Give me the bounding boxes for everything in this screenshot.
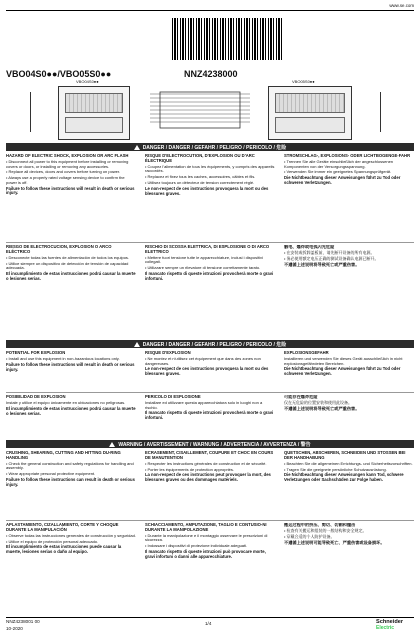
warn-fr-block (145, 451, 275, 517)
danger-it-item-1: • Mettere fuori tensione tutte le apparecchiature, inclusi i dispositivi collegati. (145, 254, 263, 265)
danger-zh-block (284, 245, 414, 333)
warn-zh-heading: 搬运过程中的挤压、剪切、切割和撞击 (284, 523, 356, 527)
warn-fr-heading: ÉCRASEMENT, CISAILLEMENT, COUPURE ET CHOC EN COURS DE MANUTENTION (145, 451, 274, 460)
danger2-fr-footer: Le non-respect de ces instructions provoquera la mort ou des blessures graves. (145, 366, 269, 377)
warn-en-item-1: • Check the general construction and safety regulations for handling and assembly. (6, 460, 134, 471)
danger-it-block (145, 245, 275, 333)
danger2-de-block (284, 351, 414, 389)
warn-de-item-2: • Tragen Sie die geeignete persönliche Schutzausrüstung. (284, 466, 387, 472)
danger2-en-heading: POTENTIAL FOR EXPLOSION (6, 351, 66, 355)
wire-right (352, 92, 381, 132)
danger-fr-item-1: • Coupez l'alimentation de tous les équipements, y compris des appareils raccordés. (145, 163, 275, 174)
danger-banner-2-text: DANGER / DANGER / GEFAHR / PELIGRO / PERICOLO / 危险 (142, 341, 287, 348)
danger-zh-item-1: • 在安装或拆卸盖板前，请先断开设备的所有电源。 (284, 249, 375, 255)
site-url: www.se.com (389, 3, 414, 8)
schneider-logo (376, 619, 414, 635)
danger2-zh-item-1: 仅在无危险的位置安装和使用此设备。 (284, 399, 352, 405)
warn-zh-item-2: • 穿戴合适的个人防护设备。 (284, 533, 335, 539)
danger-zh-item-2: • 务必使用额定电压正确的测试设备确认电源已断开。 (284, 255, 379, 261)
part-number: NNZ4238000 (184, 69, 238, 79)
warn-de-heading: QUETSCHEN, ABSCHEREN, SCHNEIDEN UND STOSSEN BEI DER HANDHABUNG (284, 451, 406, 460)
danger-fr-item-2: • Replacez et fixez tous les caches, accessoires, câbles et fils. (145, 174, 256, 180)
warning-banner-text: WARNING / AVERTISSEMENT / WARNUNG / ADVERTENCIA / AVVERTENZA / 警告 (118, 441, 311, 448)
danger-de-item-1: • Trennen Sie alle Geräte einschließlich der angeschlossenen Komponenten von der Versorgungsspannung. (284, 158, 394, 169)
danger-banner-text: DANGER / DANGER / GEFAHR / PELIGRO / PERICOLO / 危险 (142, 144, 287, 151)
danger-en-block (6, 154, 136, 239)
danger2-de-footer: Die Nichtbeachtung dieser Anweisungen führt zu Tod oder schweren Verletzungen. (284, 366, 401, 377)
danger-en-item-2: • Replace all devices, doors and covers before turning on power. (6, 169, 121, 175)
danger2-es-block (6, 395, 136, 433)
warn-en-block (6, 451, 136, 517)
warn-it-item-2: • Indossare i dispositivi di protezione individuale adeguati. (145, 543, 248, 549)
danger2-zh-heading: 可能存在爆炸危险 (284, 395, 318, 399)
danger-it-footer: Il mancato rispetto di queste istruzioni provocherà morte o gravi infortuni. (145, 270, 274, 281)
warn-es-item-1: • Observe todas las instrucciones generales de construcción y seguridad. (6, 532, 136, 538)
footer-rule (6, 617, 414, 618)
danger-zh-footer: 不遵循上述说明将导致死亡或严重伤害。 (284, 261, 360, 267)
danger2-it-block (145, 395, 275, 433)
figure-label-right: VBO05S0●● (292, 79, 315, 84)
footer-date: 10-2020 (6, 626, 23, 631)
footer-doc-number: NNZ4238001 00 (6, 619, 40, 624)
device-left-illustration (58, 86, 130, 140)
danger2-en-block (6, 351, 136, 389)
danger2-de-item-1: Installieren und verwenden Sie dieses Gerät ausschließlich in nicht explosionsgefährdeten Bereichen. (284, 355, 403, 366)
danger2-es-item-1: Instale y utilice el equipo únicamente en ubicaciones no peligrosas. (6, 399, 126, 405)
danger-fr-item-3: • Utilisez toujours un détecteur de tension correctement réglé. (145, 179, 255, 185)
figure-label-left: VBO04S0●● (76, 79, 99, 84)
warn-en-item-2: • Wear appropriate personal protective equipment. (6, 471, 96, 477)
danger-en-heading: HAZARD OF ELECTRIC SHOCK, EXPLOSION OR ARC FLASH (6, 154, 129, 158)
danger-es-item-1: • Desconecte todas las fuentes de alimentación de todos los equipos. (6, 254, 130, 260)
warn-es-heading: APLASTAMIENTO, CIZALLAMIENTO, CORTE Y CHOQUE DURANTE LA MANIPULACIÓN (6, 523, 119, 532)
danger2-row-divider (6, 392, 414, 393)
danger-de-block (284, 154, 414, 239)
warn-de-footer: Die Nichtbeachtung dieser Anweisungen kann Tod, schwere Verletzungen oder Sachschäden zur Folge haben. (284, 472, 404, 483)
danger-fr-block (145, 154, 275, 239)
cable-lines (150, 90, 250, 134)
warn-es-footer: El incumplimiento de estas instrucciones puede causar la muerte, lesiones serias o daño al equipo. (6, 544, 122, 555)
warn-fr-footer: La non-respect de ces instructions peut provoquer la mort, des blessures graves ou des dommages matériels. (145, 472, 271, 483)
warn-zh-item-1: • 检查有关搬运和组装的一般结构和安全规定。 (284, 527, 367, 533)
danger-de-footer: Die Nichtbeachtung dieser Anweisungen führt zu Tod oder schweren Verletzungen. (284, 175, 401, 185)
danger2-fr-item-1: • Ne montez et n'utilisez cet équipement que dans des zones non dangereuses. (145, 355, 261, 366)
danger-zh-heading: 触电、爆炸或电弧闪光危险 (284, 245, 335, 249)
danger-es-footer: El incumplimiento de estas instrucciones podrá causar la muerte o lesiones serias. (6, 270, 136, 281)
danger2-fr-block (145, 351, 275, 389)
warn-it-heading: SCHIACCIAMENTO, AMPUTAZIONE, TAGLIO E CONTUSIO-NI DURANTE LA MANIPOLAZIONE (145, 523, 267, 532)
warn-zh-footer: 不遵循上述说明可能导致死亡、严重伤害或设备损坏。 (284, 539, 385, 545)
danger-en-item-3: • Always use a properly rated voltage sensing device to confirm the power is off. (6, 175, 125, 185)
warn-en-heading: CRUSHING, SHEARING, CUTTING AND HITTING DU-RING HANDLING (6, 451, 121, 460)
warning-triangle-icon-2 (134, 342, 140, 347)
danger2-es-heading: POSIBILIDAD DE EXPLOSIÓN (6, 395, 66, 399)
danger2-es-footer: El incumplimiento de estas instrucciones podrá causar la muerte o lesiones serias. (6, 405, 136, 416)
warning-triangle-icon-3 (109, 442, 115, 447)
header-rule (6, 10, 414, 11)
danger-it-heading: RISCHIO DI SCOSSA ELETTRICA, DI ESPLOSIONE O DI ARCO ELETTRICO (145, 245, 270, 254)
danger2-zh-block (284, 395, 414, 433)
danger-en-footer: Failure to follow these instructions will result in death or serious injury. (6, 185, 135, 196)
warn-es-block (6, 523, 136, 613)
danger-banner (6, 143, 414, 151)
warn-es-item-2: • Utilice el equipo de protección personal adecuado. (6, 538, 99, 544)
danger2-en-item-1: • Install and use this equipment in non-hazardous locations only. (6, 355, 120, 361)
warn-row-divider (6, 520, 414, 521)
warning-triangle-icon (134, 145, 140, 150)
warn-de-item-1: • Beachten Sie die allgemeinen Errichtungs- und Sicherheitsvorschriften. (284, 460, 413, 466)
logo-text-2: Electric (376, 625, 395, 631)
danger-es-block (6, 245, 136, 333)
warn-en-footer: Failure to follow these instructions can result in death or serious injury. (6, 476, 135, 487)
footer-page: 1/4 (205, 621, 212, 626)
danger-it-item-2: • Utilizzare sempre un rilevatore di tensione correttamente tarato. (145, 265, 261, 271)
wire-left (30, 92, 59, 132)
danger-banner-2 (6, 340, 414, 348)
logo-text-1: Schneider (376, 619, 404, 625)
danger2-de-heading: EXPLOSIONSGEFAHR (284, 351, 329, 355)
danger-de-item-2: • Verwenden Sie immer ein geeignetes Spannungsprüfgerät. (284, 169, 392, 175)
danger2-en-footer: Failure to follow these instructions will result in death or serious injury. (6, 361, 135, 372)
danger-row-divider (6, 242, 414, 243)
danger-fr-footer: Le non-respect de ces instructions provoquera la mort ou des blessures graves. (145, 185, 269, 196)
device-right-illustration (268, 86, 352, 140)
danger2-zh-footer: 不遵循上述说明将导致死亡或严重伤害。 (284, 405, 360, 411)
warn-fr-item-1: • Respecter les instructions générales de construction et de sécurité. (145, 460, 267, 466)
warning-banner (6, 440, 414, 448)
danger2-it-footer: Il mancato rispetto di queste istruzioni provocherà morte o gravi infortuni. (145, 410, 274, 421)
danger-es-item-2: • Utilice siempre un dispositivo de detección de tensión de capacidad adecuada. (6, 260, 129, 271)
warn-de-block (284, 451, 414, 517)
warn-zh-block (284, 523, 414, 613)
danger-fr-heading: RISQUE D'ÉLECTROCUTION, D'EXPLOSION OU D'ARC ÉLECTRIQUE (145, 154, 255, 163)
danger-es-heading: RIESGO DE ELECTROCUCIÓN, EXPLOSIÓN O ARCO ELÉCTRICO (6, 245, 112, 254)
danger2-it-item-1: Installare ed utilizzare questa apparecchiatura solo in luoghi non a rischio. (145, 399, 263, 410)
model-title: VBO04S0●●/VBO05S0●● (6, 69, 112, 79)
warn-it-footer: Il mancato rispetto di queste istruzioni può provocare morte, gravi infortuni o danni alle apparecchiature. (145, 548, 266, 559)
barcode (172, 18, 284, 60)
danger-en-item-1: • Disconnect all power to this equipment before installing or removing covers or doors, or installing or removing any accessories. (6, 158, 129, 169)
danger-de-heading: STROMSCHLAG-, EXPLOSIONS- ODER LICHTBOGENGE-FAHR (284, 154, 411, 158)
danger2-it-heading: PERICOLO DI ESPLOSIONE (145, 395, 201, 399)
warn-it-item-1: • Durante la manipolazione e il montaggio osservare le prescrizioni di sicurezza. (145, 532, 268, 543)
warn-fr-item-2: • Porter les équipements de protection appropriés. (145, 466, 235, 472)
warn-it-block (145, 523, 275, 613)
danger2-fr-heading: RISQUE D'EXPLOSION (145, 351, 191, 355)
